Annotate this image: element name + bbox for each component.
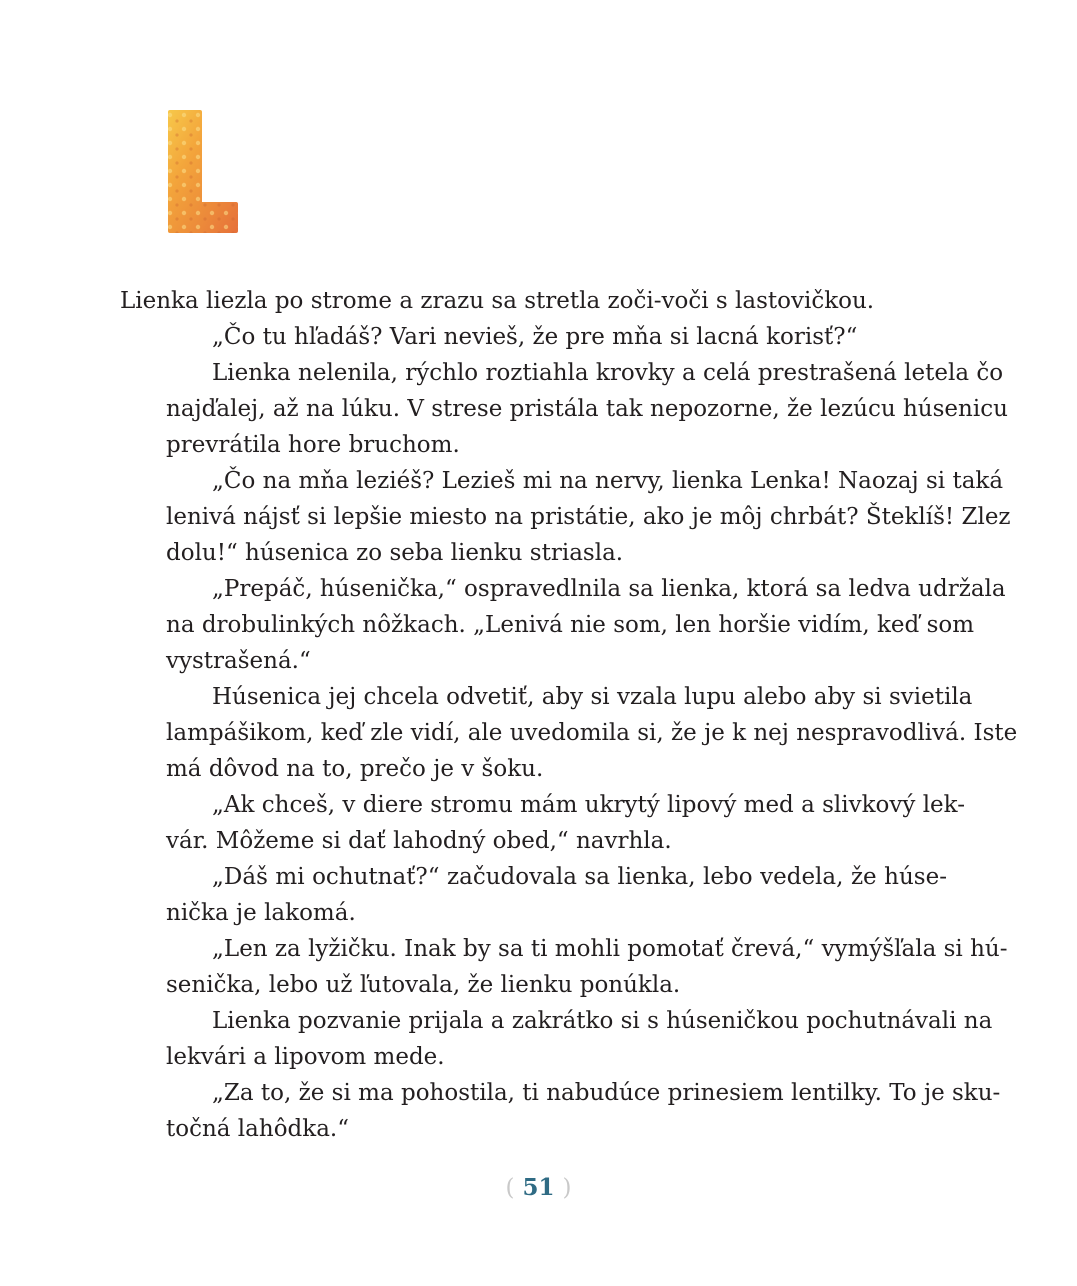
text-line: lenivá nájsť si lepšie miesto na pristátie, ako je môj chrbát? Šteklíš! Zlez: [166, 504, 1011, 530]
text-line: lekvári a lipovom mede.: [166, 1044, 445, 1070]
text-line: na drobulinkých nôžkach. „Lenivá nie som, len horšie vidím, keď som: [166, 612, 975, 638]
text-line: najďalej, až na lúku. V strese pristála tak nepozorne, že lezúcu húsenicu: [166, 396, 1008, 422]
paragraph: [120, 571, 1006, 679]
page-number: [0, 1172, 1077, 1204]
text-line: senička, lebo už ľutovala, že lienku ponúkla.: [166, 972, 681, 998]
decorative-initial-letter: [166, 110, 239, 234]
text-line: vystrašená.“: [166, 648, 311, 674]
text-line: „Ak chceš, v diere stromu mám ukrytý lipový med a slivkový lek-: [212, 792, 965, 818]
text-line: „Za to, že si ma pohostila, ti nabudúce prinesiem lentilky. To je sku-: [212, 1080, 1001, 1106]
text-line: točná lahôdka.“: [166, 1116, 349, 1142]
text-line: Húsenica jej chcela odvetiť, aby si vzala lupu alebo aby si svietila: [212, 684, 973, 710]
text-line: Lienka liezla po strome a zrazu sa stretla zoči-voči s lastovičkou.: [120, 288, 875, 314]
story-text: [120, 283, 1018, 1147]
paragraph: [120, 679, 1018, 787]
text-line: prevrátila hore bruchom.: [166, 432, 460, 458]
paragraph: [120, 355, 1008, 463]
page-number-value: 51: [522, 1174, 555, 1201]
paragraph: [120, 859, 947, 931]
text-line: „Čo na mňa leziéš? Lezieš mi na nervy, lienka Lenka! Naozaj si taká: [212, 468, 1004, 494]
paragraph: [120, 1075, 1001, 1147]
text-line: Lienka pozvanie prijala a zakrátko si s húseničkou pochutnávali na: [212, 1008, 993, 1034]
paragraph: [120, 787, 965, 859]
text-line: nička je lakomá.: [166, 900, 356, 926]
text-line: Lienka nelenila, rýchlo roztiahla krovky a celá prestrašená letela čo: [212, 360, 1004, 386]
paragraph: [120, 1003, 993, 1075]
text-line: má dôvod na to, prečo je v šoku.: [166, 756, 544, 782]
page-number-close-paren: ): [562, 1175, 572, 1201]
paragraph: [120, 931, 1008, 1003]
text-line: vár. Môžeme si dať lahodný obed,“ navrhla.: [166, 828, 672, 854]
text-line: dolu!“ húsenica zo seba lienku striasla.: [166, 540, 624, 566]
text-line: „Čo tu hľadáš? Vari nevieš, že pre mňa si lacná korisť?“: [212, 324, 858, 350]
text-line: lampášikom, keď zle vidí, ale uvedomila si, že je k nej nespravodlivá. Iste: [166, 720, 1018, 746]
paragraph: [120, 283, 947, 319]
text-line: „Prepáč, húsenička,“ ospravedlnila sa lienka, ktorá sa ledva udržala: [212, 576, 1006, 602]
paragraph: [120, 319, 947, 355]
page-number-open-paren: (: [505, 1175, 515, 1201]
text-line: „Len za lyžičku. Inak by sa ti mohli pomotať črevá,“ vymýšľala si hú-: [212, 936, 1008, 962]
text-line: „Dáš mi ochutnať?“ začudovala sa lienka, lebo vedela, že húse-: [212, 864, 947, 890]
initial-l-graphic: [166, 110, 239, 234]
paragraph: [120, 463, 1011, 571]
